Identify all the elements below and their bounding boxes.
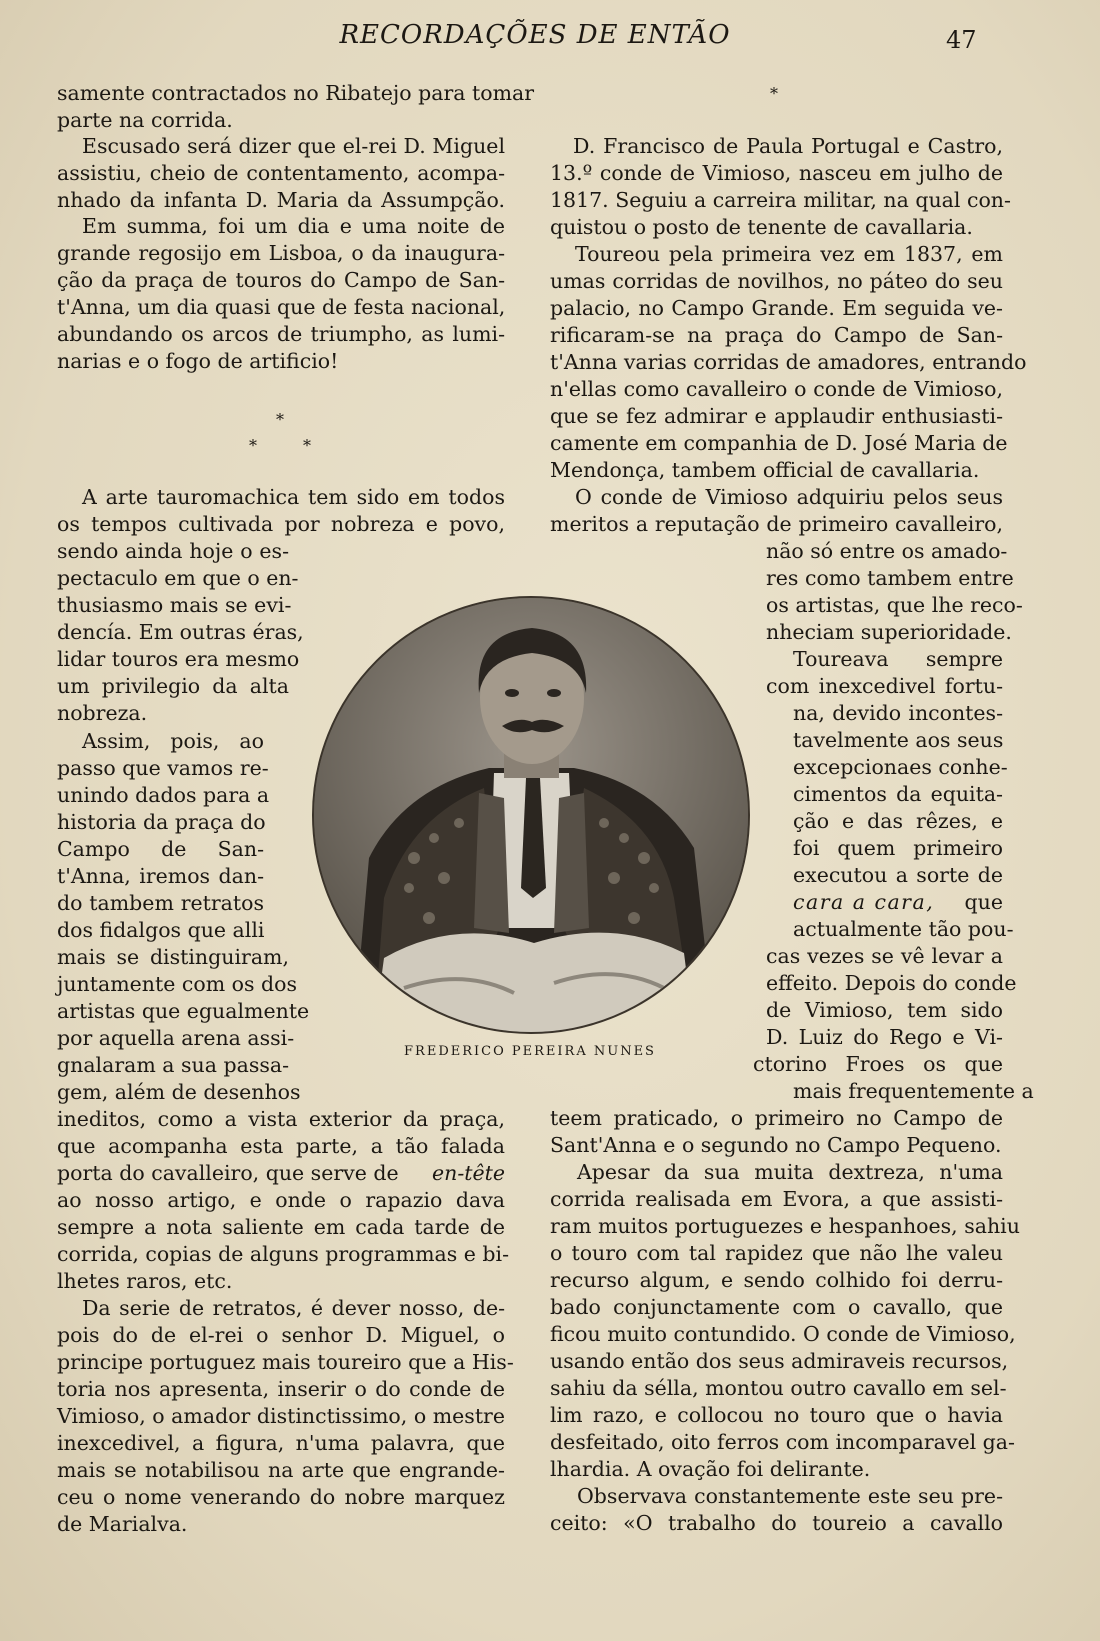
text-line: Mendonça, tambem official de cavallaria.: [550, 458, 980, 482]
running-title: RECORDAÇÕES DE ENTÃO: [339, 20, 731, 50]
text-line: D. Francisco de Paula Portugal e Castro,: [573, 134, 1003, 158]
text-line: Sant'Anna e o segundo no Campo Pequeno.: [550, 1133, 1002, 1157]
text-line: desfeitado, oito ferros com incomparavel ga-: [550, 1430, 1015, 1454]
text-line: meritos a reputação de primeiro cavalleiro,: [550, 512, 1003, 536]
text-line: corrida realisada em Evora, a que assisti-: [550, 1187, 1003, 1211]
text-line: ineditos, como a vista exterior da praça,: [57, 1107, 505, 1131]
text-line: t'Anna, iremos dan-: [57, 864, 264, 888]
text-line: sendo ainda hoje o es-: [57, 539, 289, 563]
text-line: Assim, pois, ao: [82, 729, 264, 753]
text-line: parte na corrida.: [57, 108, 233, 132]
text-line: de Marialva.: [57, 1512, 188, 1536]
text-line: nobreza.: [57, 701, 148, 725]
text-line: artistas que egualmente: [57, 999, 310, 1023]
text-line: rificaram-se na praça do Campo de San-: [550, 323, 1003, 347]
text-line: dencía. Em outras éras,: [57, 620, 304, 644]
text-line: executou a sorte de: [793, 863, 1003, 887]
text-line: bado conjunctamente com o cavallo, que: [550, 1295, 1003, 1319]
text-line: narias e o fogo de artificio!: [57, 349, 339, 373]
text-line: ctorino Froes os que: [753, 1052, 1003, 1076]
text-line: excepcionaes conhe-: [793, 755, 1008, 779]
text-line: 13.º conde de Vimioso, nasceu em julho de: [550, 161, 1003, 185]
italic-term: cara a cara,: [793, 890, 935, 914]
text-segment: porta do cavalleiro, que serve de: [57, 1161, 406, 1185]
text-line: gnalaram a sua passa-: [57, 1053, 290, 1077]
text-line: juntamente com os dos: [57, 972, 298, 996]
text-line: [793, 889, 1003, 916]
portrait-illustration: [314, 598, 748, 1032]
text-line: o touro com tal rapidez que não lhe valeu: [550, 1241, 1003, 1265]
text-line: historia da praça do: [57, 810, 266, 834]
text-line: pectaculo em que o en-: [57, 566, 299, 590]
text-line: sempre a nota saliente em cada tarde de: [57, 1215, 505, 1239]
text-line: ção da praça de touros do Campo de San-: [57, 268, 505, 292]
text-line: quistou o posto de tenente de cavallaria.: [550, 215, 973, 239]
text-line: lim razo, e collocou no touro que o havia: [550, 1403, 1003, 1427]
text-line: Da serie de retratos, é dever nosso, de-: [82, 1296, 505, 1320]
text-line: usando então dos seus admiraveis recursos,: [550, 1349, 1009, 1373]
text-line: samente contractados no Ribatejo para tomar: [57, 81, 535, 105]
text-line: lidar touros era mesmo: [57, 647, 300, 671]
text-line: pois do de el-rei o senhor D. Miguel, o: [57, 1323, 505, 1347]
text-line: passo que vamos re-: [57, 756, 269, 780]
text-line: não só entre os amado-: [766, 539, 1008, 563]
text-line: nhado da infanta D. Maria da Assumpção.: [57, 188, 505, 212]
text-line: principe portuguez mais toureiro que a His-: [57, 1350, 514, 1374]
text-line: palacio, no Campo Grande. Em seguida ve-: [550, 296, 1003, 320]
text-line: do tambem retratos: [57, 891, 264, 915]
text-line: Escusado será dizer que el-rei D. Miguel: [82, 134, 505, 158]
text-line: os tempos cultivada por nobreza e povo,: [57, 512, 505, 536]
text-line: corrida, copias de alguns programmas e bi-: [57, 1242, 510, 1266]
text-line: t'Anna varias corridas de amadores, entrando: [550, 350, 1027, 374]
text-line: unindo dados para a: [57, 783, 270, 807]
text-line: dos fidalgos que alli: [57, 918, 265, 942]
separator-asterisk: *: [770, 84, 778, 103]
text-line: que acompanha esta parte, a tão falada: [57, 1134, 505, 1158]
text-line: ram muitos portuguezes e hespanhoes, sahiu: [550, 1214, 1020, 1238]
text-line: Em summa, foi um dia e uma noite de: [82, 214, 505, 238]
text-line: actualmente tão pou-: [793, 917, 1014, 941]
text-line: cas vezes se vê levar a: [766, 944, 1003, 968]
text-line: Observava constantemente este seu pre-: [577, 1484, 1003, 1508]
text-line: inexcedivel, a figura, n'uma palavra, que: [57, 1431, 505, 1455]
text-line: ção e das rêzes, e: [793, 809, 1003, 833]
text-line: que se fez admirar e applaudir enthusiasti-: [550, 404, 1003, 428]
text-line: mais frequentemente a: [793, 1079, 1034, 1103]
portrait-photo: [312, 596, 750, 1034]
text-line: teem praticado, o primeiro no Campo de: [550, 1106, 1003, 1130]
text-line: n'ellas como cavalleiro o conde de Vimioso,: [550, 377, 1003, 401]
text-line: mais se notabilisou na arte que engrande-: [57, 1458, 505, 1482]
text-line: ceu o nome venerando do nobre marquez: [57, 1485, 505, 1509]
text-line: O conde de Vimioso adquiriu pelos seus: [575, 485, 1003, 509]
text-line: camente em companhia de D. José Maria de: [550, 431, 1008, 455]
text-line: Apesar da sua muita dextreza, n'uma: [577, 1160, 1003, 1184]
italic-term: en-tête: [431, 1161, 505, 1185]
text-line: por aquella arena assi-: [57, 1026, 295, 1050]
text-line: [57, 1160, 505, 1187]
text-line: de Vimioso, tem sido: [766, 998, 1003, 1022]
text-line: Toureava sempre: [793, 647, 1003, 671]
text-line: com inexcedivel fortu-: [766, 674, 1003, 698]
text-line: umas corridas de novilhos, no páteo do seu: [550, 269, 1003, 293]
text-line: assistiu, cheio de contentamento, acompa-: [57, 161, 505, 185]
text-line: gem, além de desenhos: [57, 1080, 301, 1104]
text-line: D. Luiz do Rego e Vi-: [766, 1025, 1003, 1049]
page-number: 47: [946, 26, 977, 54]
figure-caption: FREDERICO PEREIRA NUNES: [404, 1044, 656, 1059]
text-line: thusiasmo mais se evi-: [57, 593, 292, 617]
text-line: A arte tauromachica tem sido em todos: [82, 485, 505, 509]
text-segment: que: [958, 890, 1003, 914]
text-line: ficou muito contundido. O conde de Vimioso,: [550, 1322, 1016, 1346]
text-line: toria nos apresenta, inserir o do conde de: [57, 1377, 505, 1401]
text-line: effeito. Depois do conde: [766, 971, 1017, 995]
text-line: foi quem primeiro: [793, 836, 1003, 860]
text-line: cimentos da equita-: [793, 782, 1003, 806]
text-line: Toureou pela primeira vez em 1837, em: [575, 242, 1003, 266]
text-line: nheciam superioridade.: [766, 620, 1012, 644]
text-line: lhardia. A ovação foi delirante.: [550, 1457, 871, 1481]
text-line: lhetes raros, etc.: [57, 1269, 233, 1293]
text-line: sahiu da séllа, montou outro cavallo em sel-: [550, 1376, 1007, 1400]
text-line: 1817. Seguiu a carreira militar, na qual con-: [550, 188, 1011, 212]
text-line: t'Anna, um dia quasi que de festa nacional,: [57, 295, 506, 319]
text-line: Campo de San-: [57, 837, 264, 861]
running-header: [0, 20, 1100, 56]
text-line: abundando os arcos de triumpho, as lumi-: [57, 322, 505, 346]
text-line: recurso algum, e sendo colhido foi derru-: [550, 1268, 1003, 1292]
text-line: Vimioso, o amador distinctissimo, o mestre: [57, 1404, 505, 1428]
text-line: mais se distinguiram,: [57, 945, 289, 969]
text-line: na, devido incontes-: [793, 701, 1003, 725]
separator-asterisk: *: [249, 436, 257, 455]
text-line: grande regosijo em Lisboa, o da inaugura-: [57, 241, 505, 265]
text-line: um privilegio da alta: [57, 674, 289, 698]
separator-asterisk: *: [276, 410, 284, 429]
separator-asterisk: *: [303, 436, 311, 455]
text-line: os artistas, que lhe reco-: [766, 593, 1023, 617]
text-line: tavelmente aos seus: [793, 728, 1004, 752]
text-line: ceito: «O trabalho do toureio a cavallo: [550, 1511, 1003, 1535]
text-line: res como tambem entre: [766, 566, 1014, 590]
text-line: ao nosso artigo, e onde o rapazio dava: [57, 1188, 505, 1212]
